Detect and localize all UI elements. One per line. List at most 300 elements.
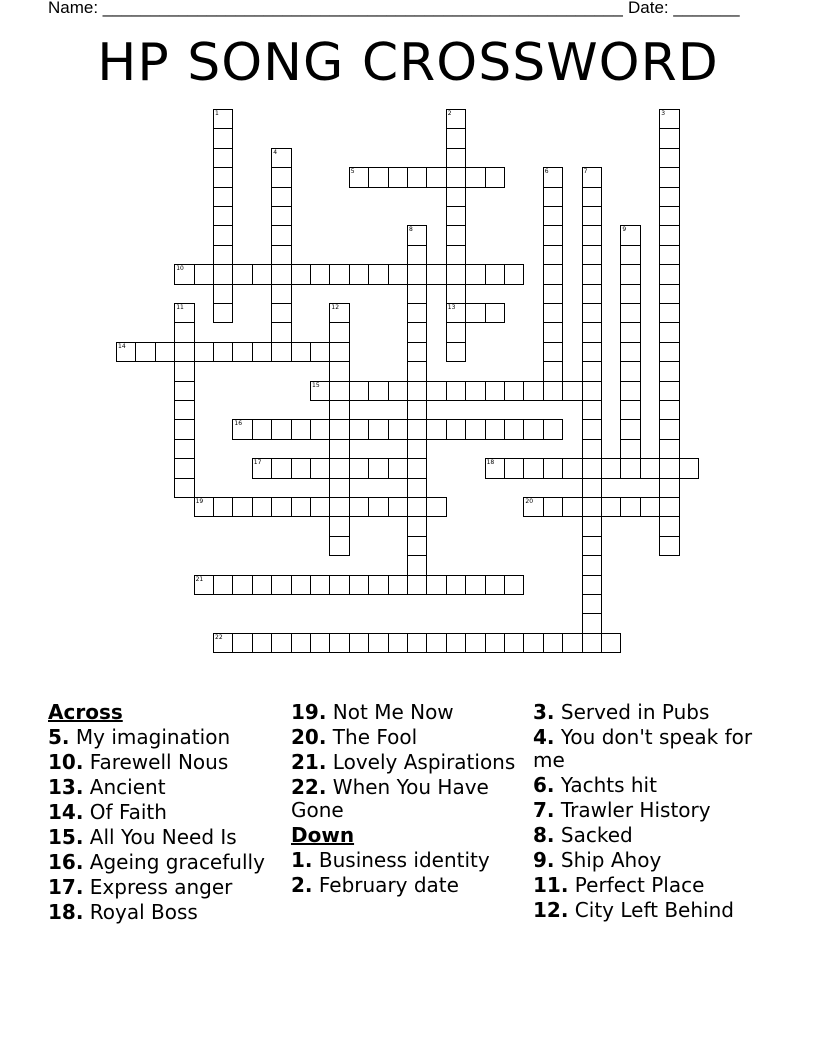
grid-cell[interactable] — [465, 575, 485, 595]
grid-cell[interactable] — [368, 381, 388, 401]
grid-cell[interactable] — [271, 187, 291, 207]
grid-cell[interactable] — [388, 575, 408, 595]
clue-down-3: 3. Served in Pubs — [533, 700, 710, 724]
grid-cell[interactable] — [271, 284, 291, 304]
grid-cell[interactable] — [485, 381, 505, 401]
grid-cell[interactable] — [582, 322, 602, 342]
grid-cell[interactable] — [582, 187, 602, 207]
grid-cell[interactable] — [582, 381, 602, 401]
grid-cell[interactable] — [582, 206, 602, 226]
grid-cell[interactable] — [213, 167, 233, 187]
grid-cell[interactable] — [291, 575, 311, 595]
grid-cell[interactable] — [310, 419, 330, 439]
grid-cell[interactable] — [271, 303, 291, 323]
grid-cell[interactable] — [485, 458, 505, 478]
name-field[interactable]: Name: _______________________________________________________ — [48, 0, 623, 17]
grid-cell[interactable] — [174, 361, 194, 381]
grid-cell[interactable] — [155, 342, 175, 362]
grid-cell[interactable] — [426, 575, 446, 595]
grid-cell[interactable] — [485, 419, 505, 439]
grid-cell[interactable] — [659, 536, 679, 556]
grid-cell[interactable] — [213, 575, 233, 595]
grid-cell[interactable] — [407, 516, 427, 536]
clue-number: 10 — [176, 265, 184, 273]
grid-cell[interactable] — [659, 167, 679, 187]
grid-cell[interactable] — [291, 497, 311, 517]
grid-cell[interactable] — [407, 322, 427, 342]
grid-cell[interactable] — [368, 167, 388, 187]
grid-cell[interactable] — [329, 322, 349, 342]
grid-cell[interactable] — [174, 478, 194, 498]
clue-number: 13 — [447, 304, 456, 311]
grid-cell[interactable] — [523, 381, 543, 401]
grid-cell[interactable] — [291, 264, 311, 284]
grid-cell[interactable] — [582, 575, 602, 595]
grid-cell[interactable] — [485, 303, 505, 323]
clue-down-12: 12. City Left Behind — [533, 898, 734, 922]
grid-cell[interactable] — [582, 225, 602, 245]
grid-cell[interactable] — [659, 245, 679, 265]
clue-down-6: 6. Yachts hit — [533, 773, 657, 797]
grid-cell[interactable] — [329, 478, 349, 498]
grid-cell[interactable] — [329, 458, 349, 478]
grid-cell[interactable] — [446, 225, 466, 245]
grid-cell[interactable] — [620, 245, 640, 265]
grid-cell[interactable] — [504, 264, 524, 284]
grid-cell[interactable] — [620, 439, 640, 459]
grid-cell[interactable] — [407, 303, 427, 323]
grid-cell[interactable] — [271, 497, 291, 517]
grid-cell[interactable] — [426, 497, 446, 517]
grid-cell[interactable] — [659, 322, 679, 342]
clue-number: 4 — [273, 148, 278, 156]
grid-cell[interactable] — [620, 497, 640, 517]
clue-down-4: 4. You don't speak for me — [533, 725, 753, 772]
grid-cell[interactable] — [310, 458, 330, 478]
clue-number: 20 — [525, 498, 534, 505]
grid-cell[interactable] — [271, 419, 291, 439]
grid-cell[interactable] — [271, 148, 291, 168]
date-field[interactable]: Date: _______ — [628, 0, 740, 17]
grid-cell[interactable] — [213, 303, 233, 323]
grid-cell[interactable] — [329, 497, 349, 517]
grid-cell[interactable] — [329, 264, 349, 284]
grid-cell[interactable] — [407, 555, 427, 575]
grid-cell[interactable] — [543, 167, 563, 187]
grid-cell[interactable] — [620, 322, 640, 342]
grid-cell[interactable] — [174, 458, 194, 478]
grid-cell[interactable] — [213, 245, 233, 265]
grid-cell[interactable] — [485, 264, 505, 284]
grid-cell[interactable] — [446, 575, 466, 595]
grid-cell[interactable] — [194, 575, 214, 595]
grid-cell[interactable] — [523, 419, 543, 439]
grid-cell[interactable] — [368, 575, 388, 595]
grid-cell[interactable] — [252, 342, 272, 362]
grid-cell[interactable] — [349, 575, 369, 595]
clue-number: 21 — [195, 575, 204, 583]
grid-cell[interactable] — [620, 400, 640, 420]
grid-cell[interactable] — [232, 264, 252, 284]
grid-cell[interactable] — [271, 575, 291, 595]
grid-cell[interactable] — [679, 458, 699, 478]
grid-cell[interactable] — [543, 361, 563, 381]
grid-cell[interactable] — [465, 381, 485, 401]
grid-cell[interactable] — [582, 497, 602, 517]
grid-cell[interactable] — [271, 322, 291, 342]
grid-cell[interactable] — [601, 458, 621, 478]
grid-cell[interactable] — [485, 167, 505, 187]
grid-cell[interactable] — [446, 381, 466, 401]
grid-cell[interactable] — [407, 400, 427, 420]
grid-cell[interactable] — [504, 575, 524, 595]
grid-cell[interactable] — [543, 381, 563, 401]
grid-cell[interactable] — [213, 148, 233, 168]
grid-cell[interactable] — [659, 497, 679, 517]
grid-cell[interactable] — [388, 633, 408, 653]
grid-cell[interactable] — [329, 516, 349, 536]
grid-cell[interactable] — [310, 264, 330, 284]
grid-cell[interactable] — [271, 458, 291, 478]
grid-cell[interactable] — [407, 264, 427, 284]
grid-cell[interactable] — [407, 575, 427, 595]
grid-cell[interactable] — [252, 633, 272, 653]
clue-across-19: 19. Not Me Now — [291, 700, 454, 724]
grid-cell[interactable] — [582, 478, 602, 498]
grid-cell[interactable] — [640, 497, 660, 517]
grid-cell[interactable] — [582, 342, 602, 362]
grid-cell[interactable] — [213, 206, 233, 226]
grid-cell[interactable] — [368, 497, 388, 517]
grid-cell[interactable] — [368, 458, 388, 478]
grid-cell[interactable] — [659, 342, 679, 362]
grid-cell[interactable] — [465, 419, 485, 439]
grid-cell[interactable] — [368, 633, 388, 653]
grid-cell[interactable] — [543, 419, 563, 439]
grid-cell[interactable] — [388, 458, 408, 478]
grid-cell[interactable] — [232, 633, 252, 653]
grid-cell[interactable] — [640, 458, 660, 478]
grid-cell[interactable] — [659, 128, 679, 148]
grid-cell[interactable] — [213, 497, 233, 517]
grid-cell[interactable] — [446, 284, 466, 304]
grid-cell[interactable] — [349, 419, 369, 439]
grid-cell[interactable] — [329, 536, 349, 556]
grid-cell[interactable] — [620, 284, 640, 304]
grid-cell[interactable] — [582, 245, 602, 265]
grid-cell[interactable] — [407, 284, 427, 304]
grid-cell[interactable] — [329, 342, 349, 362]
grid-cell[interactable] — [349, 381, 369, 401]
grid-cell[interactable] — [485, 633, 505, 653]
grid-cell[interactable] — [213, 225, 233, 245]
grid-cell[interactable] — [252, 458, 272, 478]
grid-cell[interactable] — [446, 303, 466, 323]
grid-cell[interactable] — [562, 497, 582, 517]
grid-cell[interactable] — [620, 225, 640, 245]
grid-cell[interactable] — [291, 342, 311, 362]
grid-cell[interactable] — [446, 342, 466, 362]
grid-cell[interactable] — [407, 342, 427, 362]
grid-cell[interactable] — [349, 264, 369, 284]
grid-cell[interactable] — [174, 419, 194, 439]
grid-cell[interactable] — [582, 400, 602, 420]
grid-cell[interactable] — [213, 264, 233, 284]
grid-cell[interactable] — [562, 633, 582, 653]
grid-cell[interactable] — [252, 419, 272, 439]
grid-cell[interactable] — [349, 458, 369, 478]
grid-cell[interactable] — [388, 167, 408, 187]
grid-cell[interactable] — [407, 478, 427, 498]
grid-cell[interactable] — [213, 633, 233, 653]
grid-cell[interactable] — [194, 342, 214, 362]
grid-cell[interactable] — [523, 497, 543, 517]
grid-cell[interactable] — [407, 167, 427, 187]
grid-cell[interactable] — [543, 225, 563, 245]
grid-cell[interactable] — [232, 575, 252, 595]
grid-cell[interactable] — [504, 633, 524, 653]
grid-cell[interactable] — [174, 264, 194, 284]
grid-cell[interactable] — [659, 439, 679, 459]
grid-cell[interactable] — [446, 264, 466, 284]
grid-cell[interactable] — [601, 633, 621, 653]
grid-cell[interactable] — [329, 439, 349, 459]
grid-cell[interactable] — [620, 381, 640, 401]
grid-cell[interactable] — [659, 478, 679, 498]
grid-cell[interactable] — [659, 303, 679, 323]
grid-cell[interactable] — [271, 342, 291, 362]
grid-cell[interactable] — [174, 303, 194, 323]
grid-cell[interactable] — [485, 575, 505, 595]
grid-cell[interactable] — [543, 264, 563, 284]
grid-cell[interactable] — [174, 342, 194, 362]
clue-number: 9 — [622, 226, 627, 234]
grid-cell[interactable] — [232, 419, 252, 439]
grid-cell[interactable] — [368, 264, 388, 284]
grid-cell[interactable] — [194, 497, 214, 517]
grid-cell[interactable] — [582, 633, 602, 653]
grid-cell[interactable] — [601, 497, 621, 517]
grid-cell[interactable] — [174, 400, 194, 420]
grid-cell[interactable] — [271, 167, 291, 187]
grid-cell[interactable] — [659, 361, 679, 381]
grid-cell[interactable] — [407, 439, 427, 459]
grid-cell[interactable] — [543, 303, 563, 323]
grid-cell[interactable] — [329, 419, 349, 439]
grid-cell[interactable] — [543, 497, 563, 517]
grid-cell[interactable] — [543, 284, 563, 304]
grid-cell[interactable] — [407, 225, 427, 245]
grid-cell[interactable] — [504, 419, 524, 439]
grid-cell[interactable] — [174, 439, 194, 459]
grid-cell[interactable] — [407, 361, 427, 381]
grid-cell[interactable] — [543, 342, 563, 362]
grid-cell[interactable] — [659, 109, 679, 129]
grid-cell[interactable] — [174, 381, 194, 401]
grid-cell[interactable] — [582, 613, 602, 633]
grid-cell[interactable] — [388, 497, 408, 517]
grid-cell[interactable] — [329, 381, 349, 401]
grid-cell[interactable] — [368, 419, 388, 439]
grid-cell[interactable] — [659, 148, 679, 168]
grid-cell[interactable] — [620, 361, 640, 381]
grid-cell[interactable] — [116, 342, 136, 362]
grid-cell[interactable] — [582, 284, 602, 304]
grid-cell[interactable] — [582, 361, 602, 381]
grid-cell[interactable] — [659, 206, 679, 226]
grid-cell[interactable] — [232, 342, 252, 362]
grid-cell[interactable] — [562, 381, 582, 401]
grid-cell[interactable] — [659, 419, 679, 439]
grid-cell[interactable] — [582, 264, 602, 284]
grid-cell[interactable] — [407, 245, 427, 265]
grid-cell[interactable] — [620, 303, 640, 323]
grid-cell[interactable] — [543, 206, 563, 226]
grid-cell[interactable] — [446, 148, 466, 168]
grid-cell[interactable] — [582, 458, 602, 478]
grid-cell[interactable] — [291, 458, 311, 478]
grid-cell[interactable] — [620, 458, 640, 478]
grid-cell[interactable] — [271, 264, 291, 284]
grid-cell[interactable] — [582, 536, 602, 556]
grid-cell[interactable] — [465, 167, 485, 187]
grid-cell[interactable] — [426, 419, 446, 439]
grid-cell[interactable] — [426, 264, 446, 284]
grid-cell[interactable] — [329, 361, 349, 381]
grid-cell[interactable] — [349, 167, 369, 187]
clue-across-15: 15. All You Need Is — [48, 825, 237, 849]
grid-cell[interactable] — [446, 128, 466, 148]
clue-across-16: 16. Ageing gracefully — [48, 850, 265, 874]
across-heading: Across — [48, 700, 123, 724]
grid-cell[interactable] — [446, 109, 466, 129]
grid-cell[interactable] — [543, 633, 563, 653]
grid-cell[interactable] — [446, 187, 466, 207]
grid-cell[interactable] — [310, 575, 330, 595]
grid-cell[interactable] — [582, 303, 602, 323]
grid-cell[interactable] — [271, 633, 291, 653]
clue-across-18: 18. Royal Boss — [48, 900, 198, 924]
grid-cell[interactable] — [213, 109, 233, 129]
clue-across-17: 17. Express anger — [48, 875, 233, 899]
grid-cell[interactable] — [446, 245, 466, 265]
clue-across-20: 20. The Fool — [291, 725, 418, 749]
grid-cell[interactable] — [310, 497, 330, 517]
grid-cell[interactable] — [232, 497, 252, 517]
grid-cell[interactable] — [562, 458, 582, 478]
grid-cell[interactable] — [465, 264, 485, 284]
grid-cell[interactable] — [659, 381, 679, 401]
grid-cell[interactable] — [620, 342, 640, 362]
clue-number: 5 — [350, 168, 355, 176]
grid-cell[interactable] — [659, 264, 679, 284]
grid-cell[interactable] — [213, 284, 233, 304]
grid-cell[interactable] — [388, 381, 408, 401]
grid-cell[interactable] — [271, 206, 291, 226]
grid-cell[interactable] — [213, 128, 233, 148]
grid-cell[interactable] — [659, 225, 679, 245]
grid-cell[interactable] — [271, 225, 291, 245]
grid-cell[interactable] — [582, 167, 602, 187]
clue-number: 3 — [661, 110, 666, 117]
grid-cell[interactable] — [446, 206, 466, 226]
grid-cell[interactable] — [135, 342, 155, 362]
grid-cell[interactable] — [543, 245, 563, 265]
grid-cell[interactable] — [465, 633, 485, 653]
grid-cell[interactable] — [310, 342, 330, 362]
grid-cell[interactable] — [659, 187, 679, 207]
grid-cell[interactable] — [426, 167, 446, 187]
grid-cell[interactable] — [543, 322, 563, 342]
grid-cell[interactable] — [446, 633, 466, 653]
grid-cell[interactable] — [407, 633, 427, 653]
grid-cell[interactable] — [329, 303, 349, 323]
grid-cell[interactable] — [659, 458, 679, 478]
grid-cell[interactable] — [523, 458, 543, 478]
grid-cell[interactable] — [310, 381, 330, 401]
grid-cell[interactable] — [388, 264, 408, 284]
grid-cell[interactable] — [310, 633, 330, 653]
grid-cell[interactable] — [620, 419, 640, 439]
grid-cell[interactable] — [407, 419, 427, 439]
grid-cell[interactable] — [407, 497, 427, 517]
clue-across-21: 21. Lovely Aspirations — [291, 750, 516, 774]
grid-cell[interactable] — [659, 284, 679, 304]
grid-cell[interactable] — [252, 264, 272, 284]
grid-cell[interactable] — [291, 419, 311, 439]
grid-cell[interactable] — [659, 516, 679, 536]
grid-cell[interactable] — [582, 419, 602, 439]
grid-cell[interactable] — [523, 633, 543, 653]
grid-cell[interactable] — [543, 458, 563, 478]
grid-cell[interactable] — [291, 633, 311, 653]
grid-cell[interactable] — [213, 187, 233, 207]
grid-cell[interactable] — [465, 303, 485, 323]
grid-cell[interactable] — [504, 458, 524, 478]
grid-cell[interactable] — [582, 555, 602, 575]
grid-cell[interactable] — [543, 187, 563, 207]
grid-cell[interactable] — [252, 575, 272, 595]
clue-number: 14 — [118, 342, 126, 350]
grid-cell[interactable] — [252, 497, 272, 517]
grid-cell[interactable] — [582, 439, 602, 459]
grid-cell[interactable] — [582, 594, 602, 614]
grid-cell[interactable] — [407, 458, 427, 478]
grid-cell[interactable] — [349, 497, 369, 517]
grid-cell[interactable] — [174, 322, 194, 342]
grid-cell[interactable] — [620, 264, 640, 284]
grid-cell[interactable] — [349, 633, 369, 653]
grid-cell[interactable] — [329, 400, 349, 420]
grid-cell[interactable] — [659, 400, 679, 420]
grid-cell[interactable] — [446, 419, 466, 439]
down-heading: Down — [291, 823, 355, 847]
grid-cell[interactable] — [407, 381, 427, 401]
grid-cell[interactable] — [388, 419, 408, 439]
grid-cell[interactable] — [446, 167, 466, 187]
grid-cell[interactable] — [329, 575, 349, 595]
grid-cell[interactable] — [582, 516, 602, 536]
grid-cell[interactable] — [194, 264, 214, 284]
grid-cell[interactable] — [329, 633, 349, 653]
grid-cell[interactable] — [446, 322, 466, 342]
grid-cell[interactable] — [407, 536, 427, 556]
grid-cell[interactable] — [213, 342, 233, 362]
grid-cell[interactable] — [426, 633, 446, 653]
grid-cell[interactable] — [271, 245, 291, 265]
grid-cell[interactable] — [426, 381, 446, 401]
grid-cell[interactable] — [504, 381, 524, 401]
